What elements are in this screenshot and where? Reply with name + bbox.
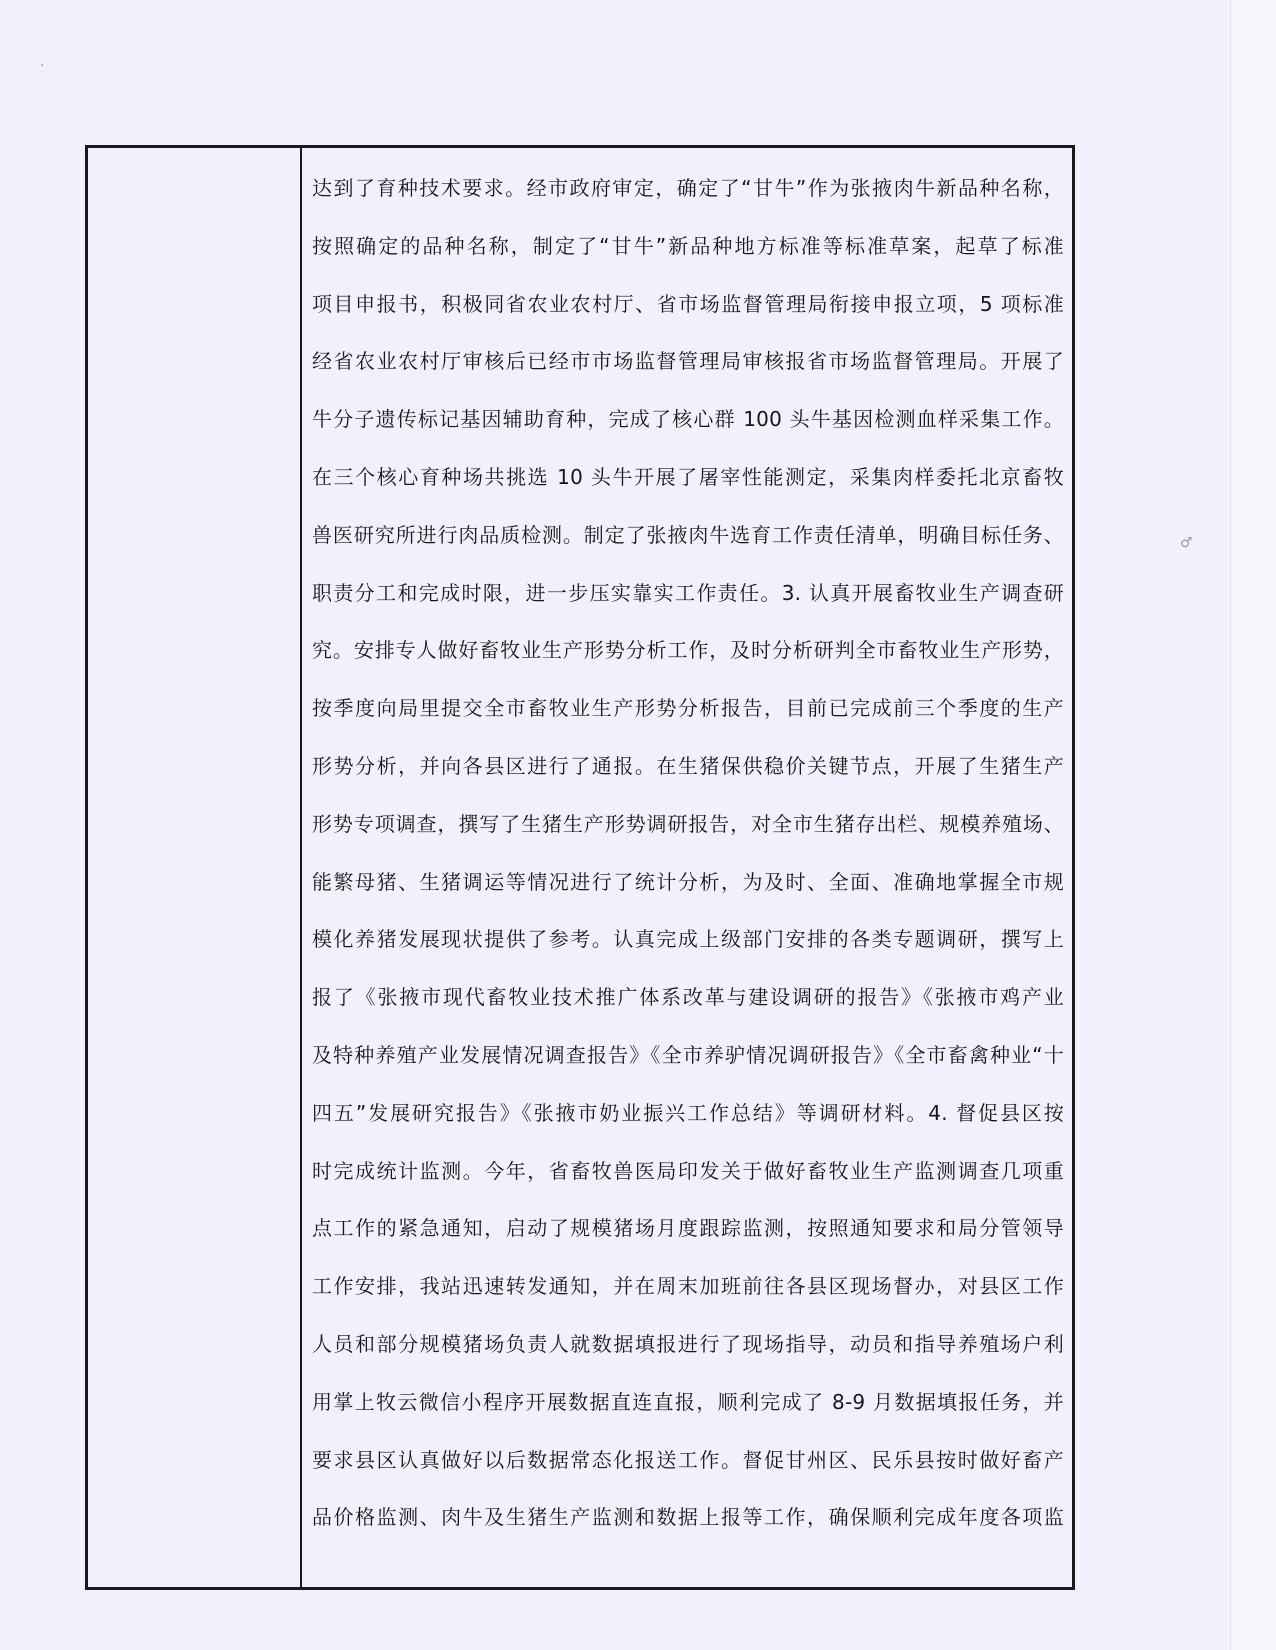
column-divider (300, 145, 302, 1590)
text-line: 点工作的紧急通知，启动了规模猪场月度跟踪监测，按照通知要求和局分管领导 (312, 1216, 1064, 1241)
text-line: 四五”发展研究报告》《张掖市奶业振兴工作总结》等调研材料。4. 督促县区按 (312, 1100, 1064, 1125)
text-line: 职责分工和完成时限，进一步压实靠实工作责任。3. 认真开展畜牧业生产调查研 (312, 580, 1064, 605)
text-line: 模化养猪发展现状提供了参考。认真完成上级部门安排的各类专题调研，撰写上 (312, 927, 1064, 952)
text-line: 品价格监测、肉牛及生猪生产监测和数据上报等工作，确保顺利完成年度各项监 (312, 1505, 1064, 1530)
text-line: 人员和部分规模猪场负责人就数据填报进行了现场指导，动员和指导养殖场户利 (312, 1331, 1064, 1356)
text-line: 报了《张掖市现代畜牧业技术推广体系改革与建设调研的报告》《张掖市鸡产业 (312, 985, 1064, 1010)
text-line: 经省农业农村厅审核后已经市市场监督管理局审核报省市场监督管理局。开展了 (312, 349, 1064, 374)
text-line: 兽医研究所进行肉品质检测。制定了张掖肉牛选育工作责任清单，明确目标任务、 (312, 522, 1064, 547)
text-line: 工作安排，我站迅速转发通知，并在周末加班前往各县区现场督办，对县区工作 (312, 1274, 1064, 1299)
scan-speck: · (40, 58, 45, 74)
text-line: 时完成统计监测。今年，省畜牧兽医局印发关于做好畜牧业生产监测调查几项重 (312, 1158, 1064, 1183)
text-line: 要求县区认真做好以后数据常态化报送工作。督促甘州区、民乐县按时做好畜产 (312, 1447, 1064, 1472)
text-line: 形势专项调查，撰写了生猪生产形势调研报告，对全市生猪存出栏、规模养殖场、 (312, 811, 1064, 836)
text-line: 形势分析，并向各县区进行了通报。在生猪保供稳价关键节点，开展了生猪生产 (312, 753, 1064, 778)
text-line: 达到了育种技术要求。经市政府审定，确定了“甘牛”作为张掖肉牛新品种名称， (312, 176, 1064, 200)
text-line: 用掌上牧云微信小程序开展数据直连直报，顺利完成了 8-9 月数据填报任务，并 (312, 1389, 1064, 1414)
text-line: 在三个核心育种场共挑选 10 头牛开展了屠宰性能测定，采集肉样委托北京畜牧 (312, 464, 1064, 489)
text-line: 按季度向局里提交全市畜牧业生产形势分析报告，目前已完成前三个季度的生产 (312, 696, 1064, 721)
report-text (312, 168, 1064, 1555)
text-line: 究。安排专人做好畜牧业生产形势分析工作，及时分析研判全市畜牧业生产形势， (312, 638, 1064, 663)
text-line: 按照确定的品种名称，制定了“甘牛”新品种地方标准等标准草案，起草了标准 (312, 233, 1064, 258)
text-line: 及特种养殖产业发展情况调查报告》《全市养驴情况调研报告》《全市畜禽种业“十 (312, 1042, 1064, 1067)
scan-speck: ♂ (1180, 535, 1193, 551)
text-line: 能繁母猪、生猪调运等情况进行了统计分析，为及时、全面、准确地掌握全市规 (312, 869, 1064, 894)
page-edge (1230, 0, 1276, 1650)
text-line: 项目申报书，积极同省农业农村厅、省市场监督管理局衔接申报立项，5 项标准 (312, 291, 1064, 316)
text-line: 牛分子遗传标记基因辅助育种，完成了核心群 100 头牛基因检测血样采集工作。 (312, 407, 1064, 432)
